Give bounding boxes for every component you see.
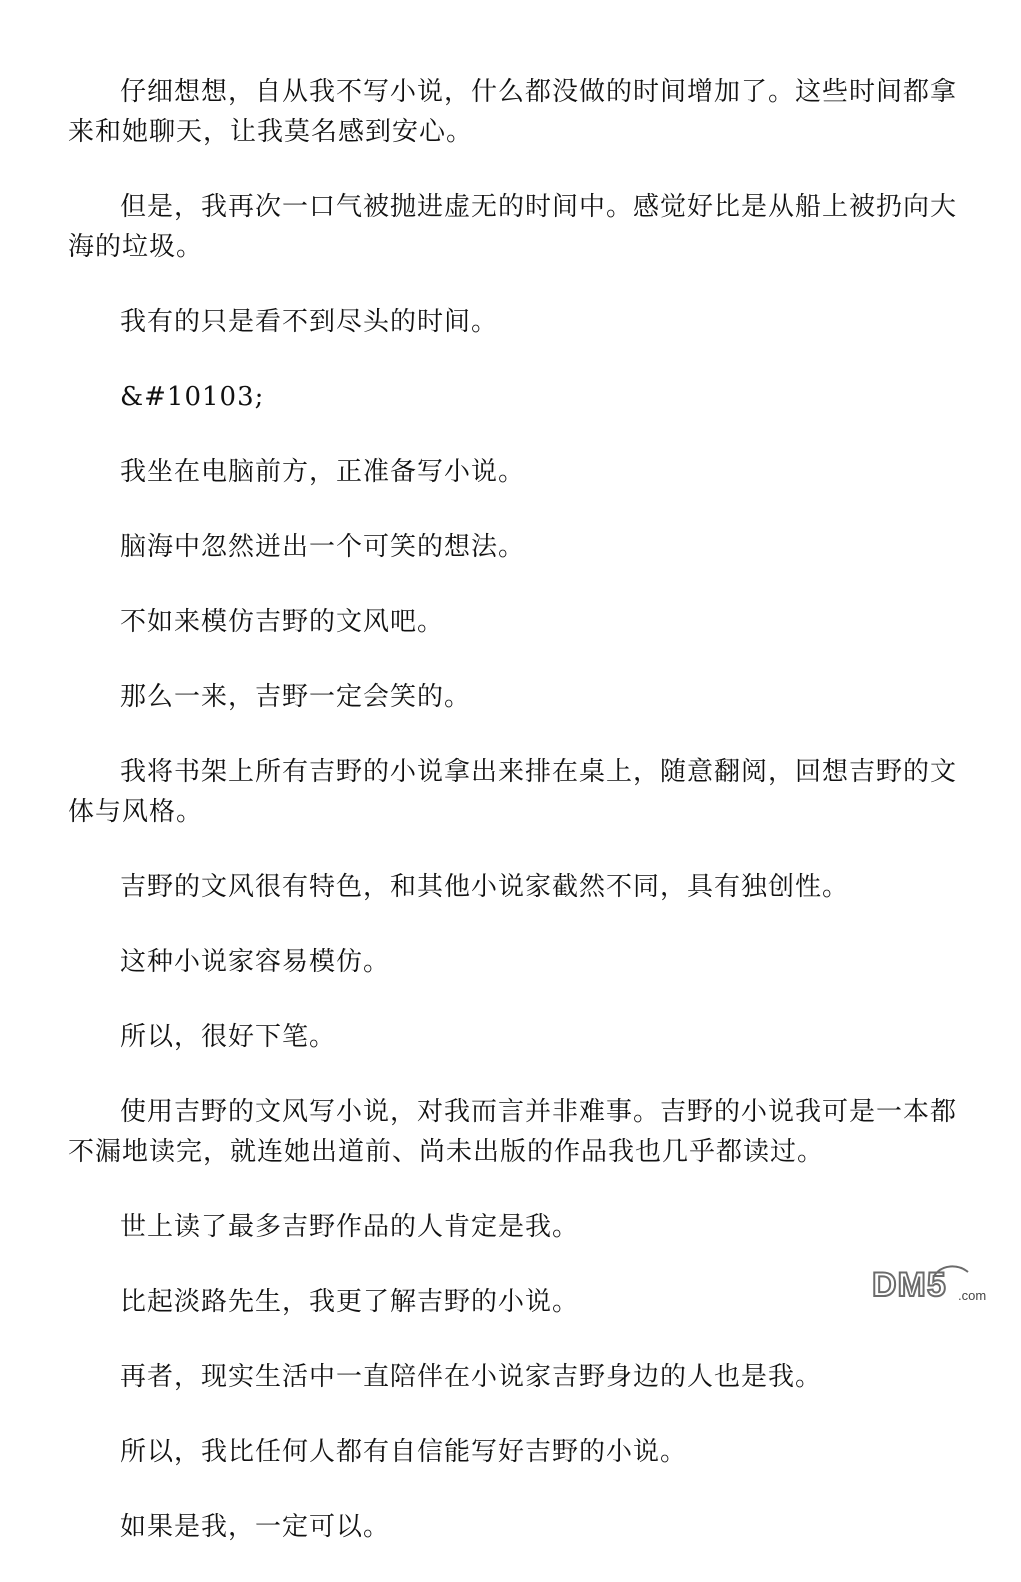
paragraph: 我有的只是看不到尽头的时间。 (120, 307, 499, 337)
paragraph: 我将书架上所有吉野的小说拿出来排在桌上，随意翻阅，回想吉野的文体与风格。 (68, 757, 958, 827)
paragraph: 这种小说家容易模仿。 (120, 947, 391, 977)
paragraph: &#10103; (120, 382, 265, 412)
dm5-watermark-logo (872, 1262, 1012, 1312)
paragraph: 但是，我再次一口气被抛进虚无的时间中。感觉好比是从船上被扔向大海的垃圾。 (68, 192, 958, 262)
paragraph: 脑海中忽然迸出一个可笑的想法。 (120, 532, 526, 562)
paragraph: 所以，很好下笔。 (120, 1022, 337, 1052)
document-page (68, 72, 958, 1582)
paragraph: 仔细想想，自从我不写小说，什么都没做的时间增加了。这些时间都拿来和她聊天，让我莫名感到安心。 (68, 77, 958, 147)
swirl-icon (932, 1262, 972, 1282)
paragraph: 比起淡路先生，我更了解吉野的小说。 (120, 1287, 580, 1317)
paragraph: 吉野的文风很有特色，和其他小说家截然不同，具有独创性。 (120, 872, 850, 902)
paragraph: 如果是我，一定可以。 (120, 1512, 391, 1542)
paragraph: 世上读了最多吉野作品的人肯定是我。 (120, 1212, 580, 1242)
paragraph: 使用吉野的文风写小说，对我而言并非难事。吉野的小说我可是一本都不漏地读完，就连她出道前、尚未出版的作品我也几乎都读过。 (68, 1097, 958, 1167)
paragraph: 不如来模仿吉野的文风吧。 (120, 607, 445, 637)
paragraph: 我坐在电脑前方，正准备写小说。 (120, 457, 526, 487)
watermark-text: DM5 (872, 1266, 947, 1304)
watermark-domain: .com (958, 1288, 987, 1303)
paragraph: 那么一来，吉野一定会笑的。 (120, 682, 472, 712)
paragraph: 再者，现实生活中一直陪伴在小说家吉野身边的人也是我。 (120, 1362, 823, 1392)
paragraph: 所以，我比任何人都有自信能写好吉野的小说。 (120, 1437, 688, 1467)
